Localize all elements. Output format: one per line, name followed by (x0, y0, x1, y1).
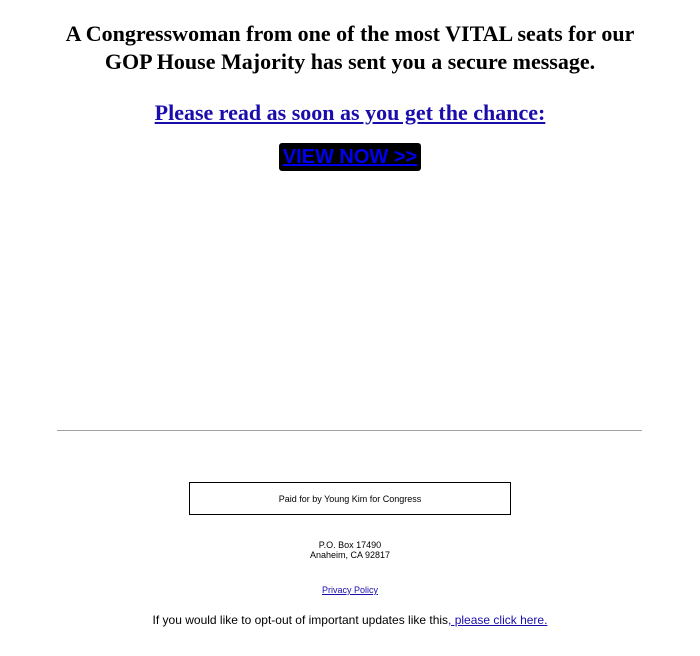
optout-text: If you would like to opt-out of important updates like this (152, 613, 449, 627)
optout-link[interactable]: , please click here. (448, 613, 548, 627)
headline-line-2: GOP House Majority has sent you a secure message. (104, 49, 596, 74)
view-now-button[interactable]: VIEW NOW >> (279, 143, 421, 171)
footer-divider (57, 430, 642, 431)
mailing-address (0, 540, 700, 560)
address-line-2: Anaheim, CA 92817 (309, 550, 391, 560)
headline-line-1: A Congresswoman from one of the most VITAL seats for our (65, 21, 635, 46)
read-message-link[interactable]: Please read as soon as you get the chance: (154, 100, 546, 125)
optout-line (0, 613, 700, 627)
headline (40, 20, 660, 76)
cta-container (0, 143, 700, 171)
privacy-policy-link[interactable]: Privacy Policy (321, 585, 378, 595)
privacy-container (0, 585, 700, 596)
paid-for-text: Paid for by Young Kim for Congress (278, 493, 422, 504)
address-line-1: P.O. Box 17490 (318, 540, 382, 550)
read-link-container (40, 99, 660, 127)
paid-for-disclaimer-box (189, 482, 511, 515)
